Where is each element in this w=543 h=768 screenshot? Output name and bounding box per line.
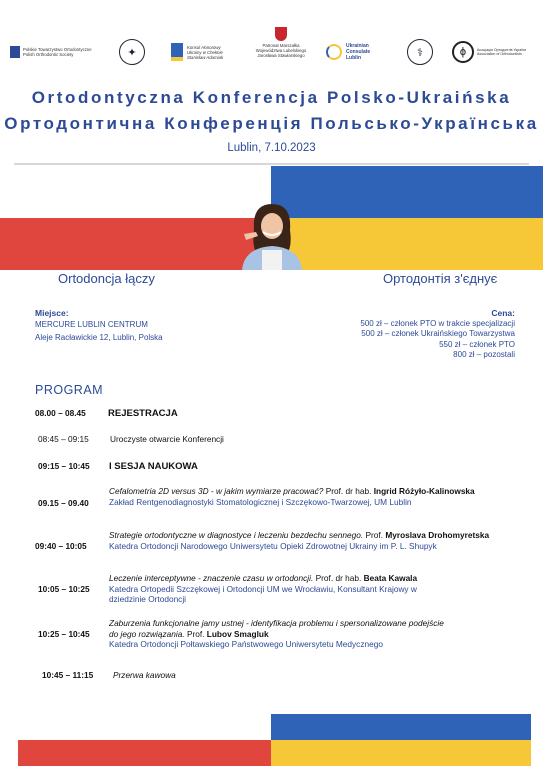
program-time: 09.15 – 09.40	[38, 498, 89, 508]
title-ua: Ортодонтична Конференція Польсько-Українська	[4, 114, 539, 133]
program-time: 08.00 – 08.45	[35, 408, 86, 418]
marshal-line3: Jarosława Stawiarskiego	[257, 53, 305, 58]
program-title: Uroczyste otwarcie Konferencji	[110, 434, 224, 444]
program-title: Przerwa kawowa	[113, 670, 176, 680]
pto-logo-line2: Polish Orthodontic Society	[23, 52, 74, 57]
banner-red	[0, 218, 271, 270]
talk-title: Cefalometria 2D versus 3D - w jakim wymiarze pracować?	[109, 486, 324, 496]
price-line: 800 zł – pozostali	[453, 350, 515, 359]
program-time: 09:40 – 10:05	[35, 541, 87, 551]
honorary-consulate-logo	[171, 36, 223, 68]
lublin-coat-of-arms-icon	[275, 27, 287, 41]
price-line: 500 zł – członek PTO w trakcie specjalizacji	[360, 318, 515, 328]
speaker-prefix: Prof. dr hab.	[325, 486, 372, 496]
association-mark-icon: ϕ	[452, 41, 474, 63]
speaker-prefix: Prof.	[365, 530, 383, 540]
marshal-line1: Patronat Marszałka	[262, 43, 300, 48]
venue-address: Aleje Racławickie 12, Lublin, Polska	[35, 333, 163, 342]
marshal-logo	[254, 27, 308, 58]
affiliation: Katedra Ortopedii Szczękowej i Ortodoncji UM we Wrocławiu, Konsultant Krajowy w	[109, 583, 417, 594]
consulate-line2: Ukrainy w Chełmie	[187, 49, 223, 55]
program-time: 10:05 – 10:25	[38, 584, 90, 594]
association-line1: Асоціація Ортодонтів України	[477, 47, 527, 52]
venue-label: Miejsce:	[35, 308, 69, 318]
affiliation: dziedzinie Ortodoncji	[109, 594, 187, 604]
program-time: 10:45 – 11:15	[42, 670, 94, 680]
price-label: Cena:	[491, 308, 515, 318]
eagle-seal-icon: ✦	[119, 39, 145, 65]
talk-title: Zaburzenia funkcjonalne jamy ustnej - identyfikacja problemu i spersonalizowane podejście	[109, 618, 444, 628]
pto-mark-icon	[10, 46, 20, 58]
program-item	[0, 573, 543, 609]
program-time: 09:15 – 10:45	[38, 461, 90, 471]
pto-logo	[10, 36, 92, 68]
header-divider	[14, 163, 529, 165]
affiliation: Katedra Ortodoncji Narodowego Uniwersytetu Opieki Zdrowotnej Ukrainy im P. L. Shupyk	[109, 540, 437, 551]
speaker-name: Myroslava Drohomyretska	[385, 530, 490, 540]
venue-block	[35, 308, 163, 344]
event-date: Lublin, 7.10.2023	[227, 142, 316, 154]
program-item	[0, 618, 543, 654]
price-line: 550 zł – członek PTO	[439, 339, 515, 349]
program-time: 10:25 – 10:45	[38, 629, 90, 639]
venue-name: MERCURE LUBLIN CENTRUM	[35, 320, 148, 329]
ukraine-emblem-icon	[171, 43, 183, 61]
program-time: 08:45 – 09:15	[38, 434, 89, 444]
ukr-consulate-line3: Lublin	[346, 55, 361, 61]
program-item	[0, 486, 543, 522]
talk-title: Leczenie interceptywne - znaczenie czasu w ortodoncji.	[109, 573, 314, 583]
footer-blue	[271, 714, 531, 740]
tagline-pl: Ortodoncja łączy	[58, 271, 155, 286]
talk-title: Strategie ortodontyczne w diagnostyce i leczeniu bezdechu sennego.	[109, 530, 364, 540]
consulate-line3: Stanisław Adamiak	[187, 54, 224, 60]
seal-1	[119, 36, 145, 68]
speaker-prefix: Prof.	[186, 628, 205, 639]
title-pl: Ortodontyczna Konferencja Polsko-Ukraińska	[31, 88, 512, 107]
pto-logo-line1: Polskie Towarzystwo Ortodontyczne	[23, 47, 92, 52]
association-logo	[452, 36, 526, 68]
footer-yellow	[271, 740, 531, 766]
speaker-name: Ingrid Różyło-Kalinowska	[373, 486, 475, 496]
program-title: REJESTRACJA	[108, 408, 178, 419]
medical-seal-icon: ⚕	[407, 39, 433, 65]
program-title: I SESJA NAUKOWA	[109, 461, 198, 472]
price-block	[360, 308, 515, 361]
ukr-consulate-line2: Consulate	[346, 49, 371, 55]
talk-title: do jego rozwiązania.	[109, 628, 185, 639]
marshal-line2: Województwa Lubelskiego	[255, 48, 307, 53]
program-heading: PROGRAM	[35, 383, 104, 397]
speaker-name: Lubov Smagluk	[206, 628, 269, 639]
footer-red	[18, 740, 271, 766]
tagline-ua: Ортодонтія з'єднує	[383, 271, 498, 286]
seal-2	[407, 36, 433, 68]
banner-white	[0, 166, 271, 218]
consulate-line1: Konsul Honorowy	[187, 44, 221, 50]
footer-white	[18, 714, 271, 740]
association-line2: Association of Orthodontists	[477, 52, 522, 56]
ukrainian-consulate-logo	[326, 36, 370, 68]
speaker-prefix: Prof. dr hab.	[315, 573, 362, 583]
price-line: 500 zł – członek Ukraińskiego Towarzystwa	[361, 329, 515, 338]
affiliation: Katedra Ortodoncji Połtawskiego Państwowego Uniwersytetu Medycznego	[109, 639, 383, 649]
smiling-woman-photo	[232, 200, 312, 270]
trident-icon	[326, 44, 342, 60]
ukr-consulate-line1: Ukrainian	[346, 43, 369, 49]
speaker-name: Beata Kawala	[363, 573, 418, 583]
program-item	[0, 530, 543, 566]
affiliation: Zakład Rentgenodiagnostyki Stomatologicznej i Szczękowo-Twarzowej, UM Lublin	[109, 496, 412, 507]
